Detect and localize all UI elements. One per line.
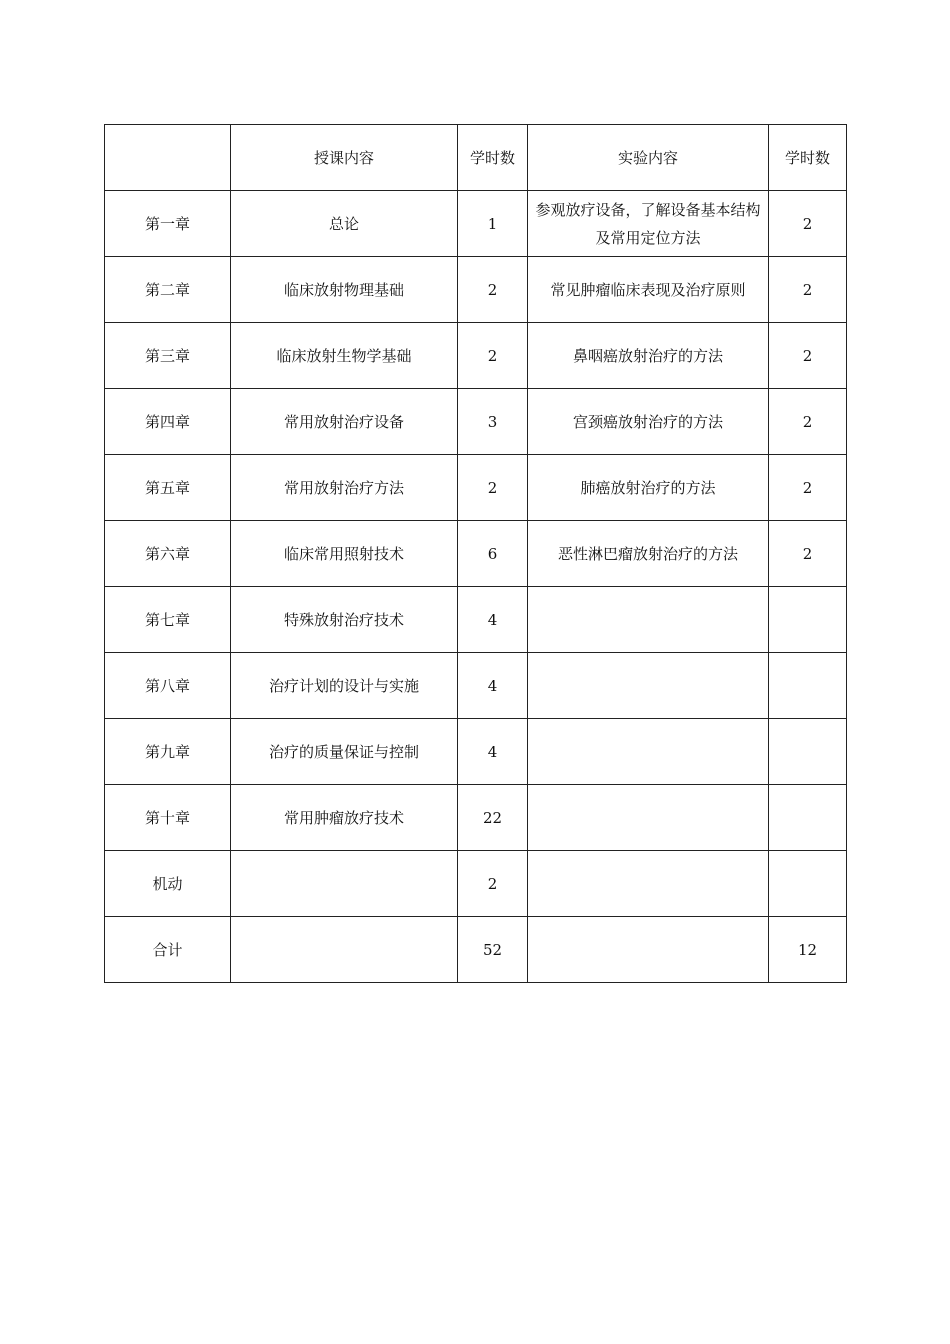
table-row [105,257,847,323]
lecture-hours-cell: 3 [458,389,528,455]
chapter-cell: 第二章 [105,257,231,323]
table-row [105,851,847,917]
table-total-row [105,917,847,983]
lecture-cell: 治疗计划的设计与实施 [231,653,458,719]
lecture-cell: 治疗的质量保证与控制 [231,719,458,785]
lab-cell [528,653,769,719]
lab-cell: 参观放疗设备，了解设备基本结构及常用定位方法 [528,191,769,257]
chapter-cell: 第十章 [105,785,231,851]
lecture-hours-cell: 2 [458,851,528,917]
lab-hours-cell: 12 [769,917,847,983]
lecture-hours-cell: 2 [458,455,528,521]
lab-hours-cell: 2 [769,257,847,323]
lecture-cell: 临床放射生物学基础 [231,323,458,389]
lab-hours-cell [769,653,847,719]
chapter-cell: 第三章 [105,323,231,389]
lecture-cell: 特殊放射治疗技术 [231,587,458,653]
lecture-hours-cell: 4 [458,653,528,719]
lab-cell: 恶性淋巴瘤放射治疗的方法 [528,521,769,587]
chapter-cell: 第八章 [105,653,231,719]
lecture-hours-cell: 52 [458,917,528,983]
lab-cell: 宫颈癌放射治疗的方法 [528,389,769,455]
lecture-cell: 常用放射治疗设备 [231,389,458,455]
lab-hours-cell: 2 [769,521,847,587]
lab-cell: 肺癌放射治疗的方法 [528,455,769,521]
chapter-cell: 第七章 [105,587,231,653]
lecture-cell: 临床放射物理基础 [231,257,458,323]
table-row [105,323,847,389]
lab-hours-cell: 2 [769,455,847,521]
syllabus-table [104,124,847,983]
table-header-row [105,125,847,191]
lab-cell: 常见肿瘤临床表现及治疗原则 [528,257,769,323]
lab-cell: 鼻咽癌放射治疗的方法 [528,323,769,389]
lecture-hours-cell: 6 [458,521,528,587]
chapter-cell: 机动 [105,851,231,917]
table-row [105,719,847,785]
lab-hours-cell [769,587,847,653]
chapter-cell: 合计 [105,917,231,983]
lab-hours-cell [769,851,847,917]
chapter-cell: 第九章 [105,719,231,785]
lecture-cell [231,917,458,983]
lecture-hours-cell: 4 [458,587,528,653]
header-lab-hours: 学时数 [769,125,847,191]
lab-cell [528,785,769,851]
table-row [105,389,847,455]
header-lab-content: 实验内容 [528,125,769,191]
chapter-cell: 第五章 [105,455,231,521]
lecture-cell: 常用肿瘤放疗技术 [231,785,458,851]
lecture-cell: 常用放射治疗方法 [231,455,458,521]
lab-hours-cell: 2 [769,191,847,257]
header-lecture-hours: 学时数 [458,125,528,191]
lab-cell [528,587,769,653]
lecture-cell [231,851,458,917]
header-lecture-content: 授课内容 [231,125,458,191]
lecture-hours-cell: 2 [458,323,528,389]
table-row [105,785,847,851]
lecture-hours-cell: 4 [458,719,528,785]
chapter-cell: 第一章 [105,191,231,257]
chapter-cell: 第六章 [105,521,231,587]
table-row [105,653,847,719]
lab-cell [528,719,769,785]
lab-cell [528,917,769,983]
table-row [105,191,847,257]
lab-hours-cell: 2 [769,389,847,455]
lecture-hours-cell: 2 [458,257,528,323]
lecture-hours-cell: 22 [458,785,528,851]
table-row [105,587,847,653]
table-row [105,521,847,587]
lab-hours-cell [769,785,847,851]
lab-cell [528,851,769,917]
lab-hours-cell: 2 [769,323,847,389]
lecture-cell: 总论 [231,191,458,257]
lab-hours-cell [769,719,847,785]
chapter-cell: 第四章 [105,389,231,455]
lecture-cell: 临床常用照射技术 [231,521,458,587]
header-corner-cell [105,125,231,191]
table-row [105,455,847,521]
lecture-hours-cell: 1 [458,191,528,257]
